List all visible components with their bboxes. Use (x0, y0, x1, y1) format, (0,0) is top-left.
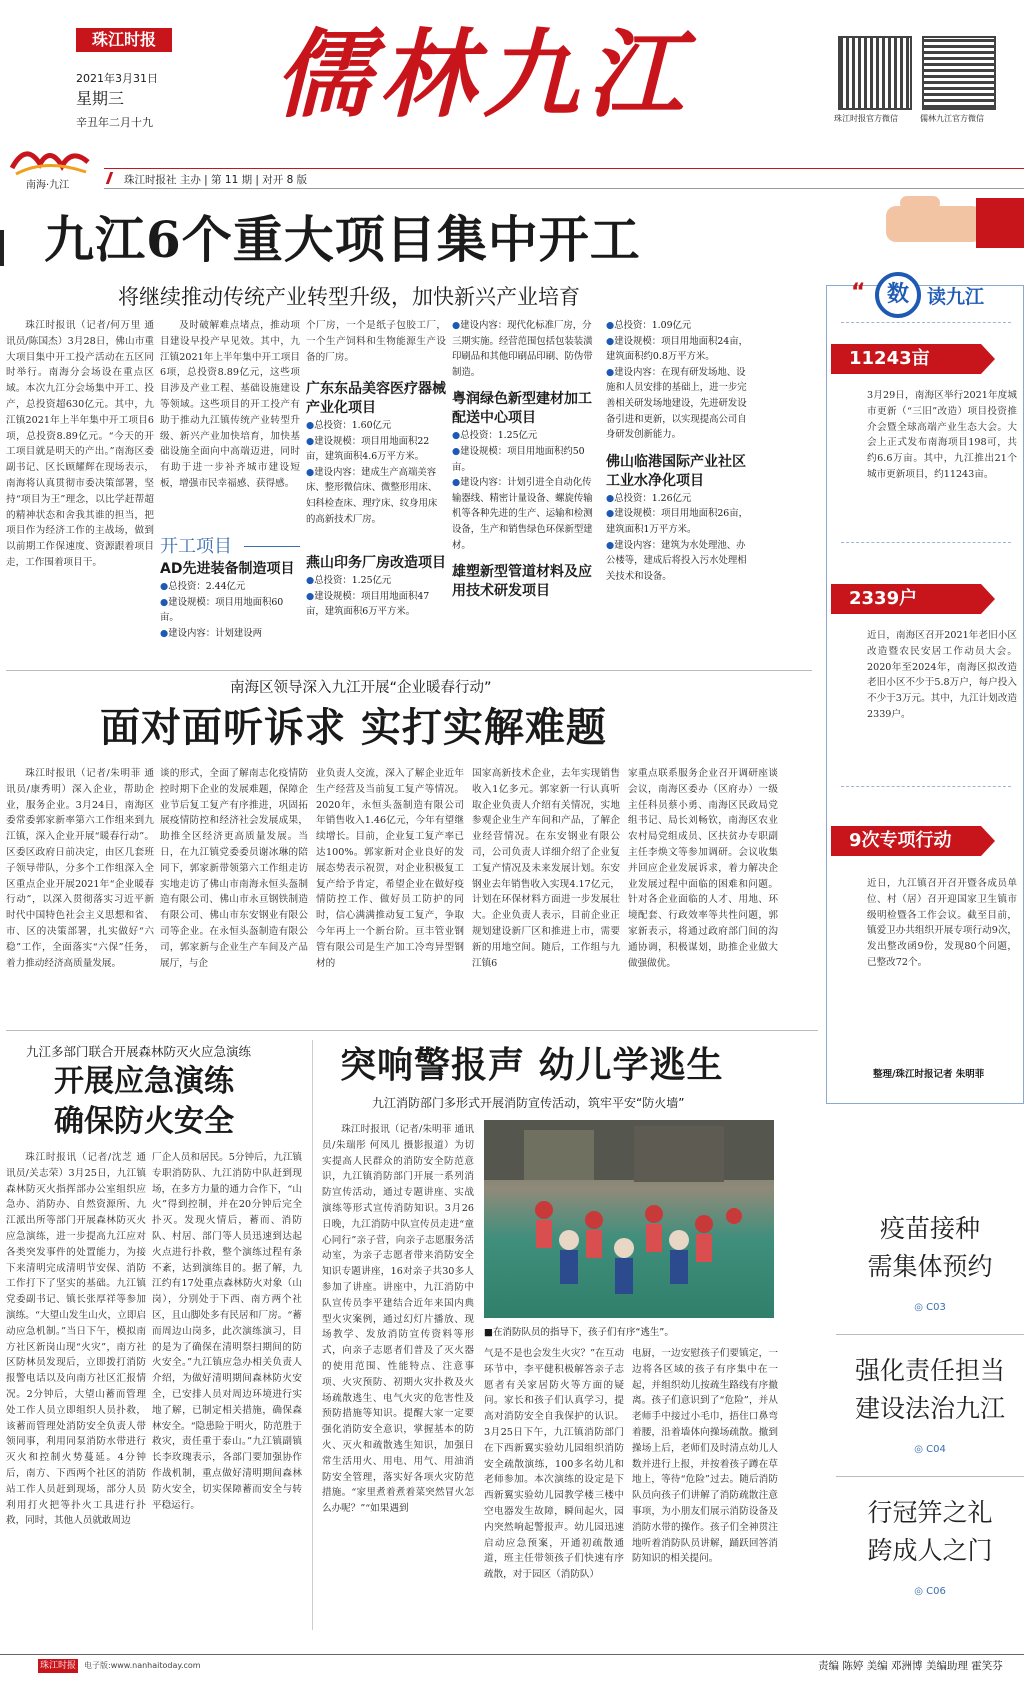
issue-date: 2021年3月31日 (76, 72, 158, 85)
promo-page-code: ◎ C03 (914, 1302, 946, 1313)
promo-headline[interactable] (836, 1352, 1024, 1428)
sidebar-divider (841, 322, 1011, 323)
project-name: AD先进装备制造项目 (160, 561, 295, 577)
sidebar-header: 读九江 (927, 286, 985, 308)
project-name: 燕山印务厂房改造项目 (306, 555, 446, 571)
story4-col3: 电厨，一边安慰孩子们要镇定，一边将各区域的孩子有序集中在一起，并组织幼儿按疏生路线有序撤离。孩子们意识到了“危险”，并从老师手中接过小毛巾，捂住口鼻弯着腰，沿着墙体向操场疏散。撤到操场上后，老师们及时清点幼儿人数并进行上报，并按着孩子蹲在草地上，等待“危险”过去。随后消防队员向孩子们讲解了消防疏散注意事项，为小朋友们展示消防设备及消防水带的操作。孩子们全神贯注地听着消防队员讲解，踊跃回答消防知识的相关提问。 (632, 1348, 778, 1565)
footer-site[interactable]: 电子版:www.nanhaitoday.com (84, 1661, 201, 1670)
story3-col2: 厂企人员和居民。5分钟后，九江镇专职消防队、九江消防中队赶到现场，在多方力量的通力合作下，“山火”得到控制，并在20分钟后完全扑灭。发现火情后，蓄而、消防队、村居、部门等人员迅速到达起火点进行扑救，整个演练过程有条不紊，达到演练目的。据了解，九江约有17处重点森林防火对象（山岗），分别处于下西、南方两个社区，且山脚处多有民居和厂房。“蓄而周边山岗多，此次演练演习，目的是为了确保在清明祭扫期间的防火安全。”九江镇应急办相关负责人介绍，为做好清明期间森林防火安全，已安排人员对周边环境进行实地了解，已制定相关措施，确保森林安全。“隐患险于明火，防范胜于救灾，责任重于泰山。”九江镇副镇长李玫瑰表示，各部门要加强协作作战机制，重点做好清明期间森林防火安全，切实保障蓄而安全与转平稳运行。 (152, 1152, 302, 1511)
promo-page-code: ◎ C06 (914, 1586, 946, 1597)
project-scale: ●建设规模：项目用地面积约50亩。 (452, 445, 585, 473)
story1-headline: 九江6个重大项目集中开工 (44, 210, 641, 269)
promo-divider (836, 1334, 1024, 1335)
photo-caption: ■在消防队员的指导下，孩子们有序“逃生”。 (484, 1327, 674, 1338)
qr-code-icon (922, 36, 996, 110)
promo-headline[interactable] (836, 1494, 1024, 1570)
sidebar-divider (841, 542, 1011, 543)
project-content: ●建设内容：建筑为水处理池、办公楼等，建成后将投入污水处理相关技术和设备。 (606, 539, 747, 582)
masthead-title: 儒林九江 (275, 18, 691, 131)
stat-badge: 11243亩 (831, 344, 981, 374)
column-divider (312, 1040, 313, 1630)
project-scale: ●建设规模：项目用地面积60亩。 (160, 596, 284, 624)
project-invest: ●总投资：2.44亿元 (160, 581, 246, 592)
promo-divider (836, 1476, 1024, 1477)
promo-page-code: ◎ C04 (914, 1444, 946, 1455)
project-invest: ●总投资：1.09亿元 (606, 320, 692, 331)
promo-line: 行冠笄之礼 (867, 1498, 993, 1527)
story2-headline: 面对面听诉求 实打实解难题 (100, 704, 607, 751)
project-content: ●建设内容：在现有研发场地、设施和人员安排的基础上，进一步完善相关研发场地建设，先进研发设备引进和更新，以实现提高公司自身研发创新能力。 (606, 366, 747, 441)
promo-line: 强化责任担当 (854, 1356, 1005, 1385)
story2-kicker: 南海区领导深入九江开展“企业暖春行动” (230, 680, 492, 696)
qr-code-icon (838, 36, 912, 110)
sidebar-divider (841, 786, 1011, 787)
promo-line: 疫苗接种 (879, 1214, 980, 1243)
footer-credits: 责编 陈婷 美编 邓洲博 美编助理 霍笑芬 (818, 1660, 1003, 1672)
issue-weekday: 星期三 (76, 89, 125, 108)
project-content: ●建设内容：计划建设两 (160, 627, 262, 639)
footer-logo: 珠江时报 (39, 1661, 76, 1671)
project-block (452, 318, 600, 601)
story4-col2: 气是不是也会发生火灾？”在互动环节中，李平健积极解答亲子志愿者有关家居防火等方面的疑问。家长和孩子们认真学习，提高对消防安全自我保护的认识。3月25日下午，九江镇消防部门在下西新翼实验幼儿园组织消防安全疏散演练，100多名幼儿和老师参加。本次演练的设定是下西新翼实验幼儿园教学楼三楼中空电器发生故障，瞬间起火，园内突然响起警报声。幼儿园迅速启动应急预案，开通初疏散通道，班主任带领孩子们快速有序疏散，对于园区（消防队） (484, 1348, 624, 1581)
fire-drill-photo (484, 1120, 774, 1318)
stat-badge: 9次专项行动 (831, 826, 981, 856)
project-content: ●建设内容：建成生产高端美容床、整形微信床、微整形用床、妇科检查床、理疗床、纹身用床的高新技术厂房。 (306, 466, 438, 525)
story1-col1: 珠江时报讯（记者/何万里 通讯员/陈国杰）3月28日，佛山市重大项目集中开工投产活动在五区同时举行。南海分会场设在重点区域。本次九江分会场集中开工、投产，总投资超630亿元。其中，九江镇2021年上半年集中开工项目6项，总投资8.89亿元。“今天的开工项目就是明天的产出。”南海区委副书记、区长顾耀辉在现场表示，南海将认真贯彻市委决策部署，坚持“项目为王”理念，以比学赶帮超的精神状态和舍我其谁的担当，把项目作为经济工作的主战场，做到以前期工作保速度、资源跟着项目走，工作围着项目干。 (6, 320, 154, 568)
story1-subhead: 将继续推动传统产业转型升级，加快新兴产业培育 (118, 285, 580, 309)
sidebar-data-panel (826, 280, 1024, 1104)
issue-info: 珠江时报社 主办 | 第 11 期 | 对开 8 版 (124, 174, 308, 186)
project-name: 粤润绿色新型建材加工配送中心项目 (452, 391, 592, 427)
project-name: 佛山临港国际产业社区工业水净化项目 (606, 453, 746, 489)
project-content: ●建设内容：计划引进全自动化传输器线、精密计量设备、螺旋传输机等各种先进的生产、运输和检测设备，生产和销售绿色环保新型建材。 (452, 477, 593, 551)
project-name: 广东东品美容医疗器械产业化项目 (306, 381, 446, 416)
open-projects-rule (244, 546, 300, 547)
promo-headline[interactable] (836, 1210, 1024, 1286)
section-rule (6, 1030, 818, 1031)
qr-caption: 珠江时报官方微信 (834, 114, 898, 123)
headline-marker (0, 230, 4, 266)
promo-line: 跨成人之门 (867, 1536, 993, 1565)
info-bar-icon (106, 172, 120, 184)
story3-headline: 开展应急演练 (54, 1064, 234, 1099)
story2-col4: 国家高新技术企业，去年实现销售收入1亿多元。郭家新一行认真听取企业负责人介绍有关情况，实地参观企业生产车间和产品，了解企业经营情况。在东安钢业有限公司，公司负责人详细介绍了企业复工复产情况及未来发展计划。东安钢业去年销售收入实现4.17亿元，计划在环保材料方面进一步发展壮大。企业负责人表示，目前企业正规划建设新厂区和推进上市，需要新的用地空间。随后，工作组与九江镇6 (472, 768, 620, 969)
stat-text: 近日，九江镇召开召开暨各成员单位、村（居）召开迎国家卫生镇市级明检暨各工作会议。截至目前，镇爱卫办共组织开展专项行动9次，发出整改函9份，发现80个问题，已整改72个。 (867, 878, 1018, 968)
project-scale: ●建设规模：项目用地面积22亩，建筑面积4.6万平方米。 (306, 435, 430, 463)
promo-line: 建设法治九江 (854, 1394, 1005, 1423)
project-content: ●建设内容：现代化标准厂房，分三期实施。经营范围包括包装装潢印刷品和其他印刷品印刷、防伪带制造。 (452, 320, 593, 378)
story3-headline: 确保防火安全 (54, 1104, 234, 1139)
project-block (606, 318, 754, 584)
promo-line: 需集体预约 (867, 1252, 993, 1281)
story2-col3: 业负责人交流，深入了解企业近年生产经营及当前复工复产等情况。2020年，永恒头盔制造有限公司年销售收入1.46亿元，今年有望继续增长。目前，企业复工复产率已达100%。郭家新对企业良好的发展态势表示祝贺，对企业积极复工复产给予肯定，希望企业在做好疫情防控工作、做好员工防护的同时，信心满满推动复工复产，争取今年再上一个新台阶。亘丰管业钢管有限公司是生产加工冷弯异型钢材的 (316, 768, 464, 969)
project-invest: ●总投资：1.25亿元 (452, 430, 538, 442)
stat-badge: 2339户 (831, 584, 981, 614)
project-invest: ●总投资：1.26亿元 (606, 492, 692, 504)
issue-lunar: 辛丑年二月十九 (76, 116, 153, 129)
project-scale: ●建设规模：项目用地面积47亩，建筑面积6万平方米。 (306, 590, 430, 618)
stat-text: 3月29日，南海区举行2021年度城市更新（“三旧”改造）项目投资推介会暨全球高端产业生态大会。大会上正式发布南海项目198可，共约6.6万亩。其中，九江推出21个城市更新项目，约11243亩。 (867, 390, 1017, 480)
story2-col5: 家重点联系服务企业召开调研座谈会议，南海区委办（区府办）一级主任科员蔡小勇、南海区民政局党组书记、局长刘畅钦，南海区农业农村局党组成员、区扶贫办专职副主任李焕文等参加调研。会议收集并回应企业发展诉求，着力解决企业发展过程中面临的困难和问题。针对各企业面临的人才、用地、环境配套、行政效率等共性问题，郭家新表示，将通过政府部门间的沟通协调，积极谋划，助推企业做大做强做优。 (628, 768, 778, 969)
paper-logo: 珠江时报 (76, 28, 172, 52)
story4-headline: 突响警报声 幼儿学逃生 (340, 1044, 724, 1086)
hand-pointer-icon (880, 190, 1024, 250)
project-scale: ●建设规模：项目用地面积24亩，建筑面积约0.8万平方米。 (606, 335, 748, 363)
qr-caption: 儒林九江官方微信 (920, 114, 984, 123)
sidebar-quote-icon: “ (851, 280, 866, 305)
data-bubble-icon: 数 (875, 272, 921, 318)
nanhai-logo-text: 南海·九江 (26, 180, 70, 191)
story3-col1: 珠江时报讯（记者/沈芝 通讯员/关志荣）3月25日，九江镇森林防灭火指挥部办公室组织应急办、消防办、自然资源所、九江派出所等部门开展森林防灭火应急演练，进一步提高九江应对各类突发事件的处置能力，为接下来清明完成清明节安保、消防工作打下了坚实的基础。九江镇党委副书记、镇长张厚祥等参加演练。“大望山发生山火，立即启动应急机制。”当日下午，模拟南方社区新岗山现“火灾”，南方社区防林员发现后，立即拨打消防报警电话以及向南方社区汇报情况。2分钟后，大望山蓄而管理处工作人员立即组织人员扑救，该蓄而管理处消防安全负责人带领同事，利用同泵消防水带进行灭火和控制火势蔓延。4分钟后，南方、下西两个社区的消防站工作人员赶到现场，部分人员利用打火把等扑火工具进行扑救，同时，其他人员就敢周边 (6, 1152, 146, 1527)
open-projects-label: 开工项目 (160, 536, 232, 557)
project-invest: ●总投资：1.25亿元 (306, 575, 392, 586)
project-invest: ●总投资：1.60亿元 (306, 420, 392, 431)
footer-rule (0, 1654, 1024, 1655)
masthead-rule (104, 168, 1024, 169)
sidebar-editor: 整理/珠江时报记者 朱明菲 (873, 1069, 985, 1080)
stat-text: 近日，南海区召开2021年老旧小区改造暨农民安居工作动员大会。2020年至2024年，南海区拟改造老旧小区不少于5.8万户，每户投入不少于3万元。其中，九江计划改造2339户。 (867, 630, 1018, 720)
story2-col1: 珠江时报讯（记者/朱明菲 通讯员/康秀明）深入企业，帮助企业，服务企业。3月24日，南海区委常委郭家新率第六工作组来到九江镇，深入企业开展“暖春行动”。区委区政府日前决定，由区几套班子领导带队，分多个工作组深入全区重点企业开展2021年“企业暖春行动”，以深入贯彻落实习近平新时代中国特色社会主义思想和省、市、区的决策部署，扎实做好“六稳”工作，全面落实“六保”任务，着力推动经济高质量发展。 (6, 768, 154, 969)
story1-col3: 个厂房，一个是纸子包胶工厂，一个生产饲料和生物能源生产设备的厂房。 (306, 320, 446, 363)
project-block (306, 554, 446, 620)
story1-col2: 及时破解难点堵点，推动项目建设早投产早见效。其中，九江镇2021年上半年集中开工项目6项，总投资8.89亿元，这些项目涉及产业工程、基础设施建设等领域。这些项目的开工投产有助于推动九江镇传统产业转型升级、新兴产业加快培育，加快基础设施全面向中高端迈进，同时有助于进一步补齐城市建设短板，增强市民幸福感、获得感。 (160, 320, 300, 489)
project-block (160, 560, 300, 641)
section-rule (6, 670, 812, 671)
project-scale: ●建设规模：项目用地面积26亩，建筑面积1万平方米。 (606, 508, 748, 535)
story3-kicker: 九江多部门联合开展森林防灭火应急演练 (26, 1044, 252, 1059)
story4-col1: 珠江时报讯（记者/朱明菲 通讯员/朱瑞彤 何凤儿 摄影报道）为切实提高人民群众的消防安全防范意识，九江镇消防部门开展一系列消防宣传活动，通过专题讲座、实战演练等形式宣传消防知识。3月26日晚，九江消防中队宣传员走进“童心同行”亲子营，向亲子志愿服务活动室，为亲子志愿者带来消防安全知识专题讲座，16对亲子共30多人参加了讲座。讲座中，九江消防中队宣传员李平建结合近年来国内典型火灾案例，通过幻灯片播放、现场教学、发放消防宣传资料等形式，向亲子志愿者们普及了灭火器的使用范围、性能特点、注意事项、火灾预防、初期火灾扑救及火场疏散逃生、电气火灾的危害性及预防措施等知识。提醒大家一定要强化消防安全意识，掌握基本的防火、灭火和疏散逃生知识，加强日常生活用火、用电、用气、用油消防安全管理，落实好各项火灾防范措施。“家里煮着煮着菜突然冒火怎么办呢？”“如果遇到 (322, 1124, 474, 1515)
story2-col2: 谈的形式，全面了解南志化疫情防控时期下企业的发展难题，保障企业节后复工复产有序推进，巩固拓展疫情防控和经济社会发展成果，助推全区经济更高质量发展。当日，在九江镇党委委员谢冰琳的陪同下，郭家新带领第六工作组走访实地走访了佛山市南海永恒头盔制造有限公司、佛山市永亘钢铁制造有限公司、佛山市东安钢业有限公司等企业。在永恒头盔制造有限公司，郭家新与企业生产车间及产品展厅，与企 (160, 768, 308, 969)
project-name: 雄塑新型管道材料及应用技术研发项目 (452, 564, 592, 600)
masthead-rule-bottom (104, 188, 1024, 189)
project-block (306, 380, 446, 527)
story4-subhead: 九江消防部门多形式开展消防宣传活动，筑牢平安“防火墙” (372, 1096, 685, 1110)
